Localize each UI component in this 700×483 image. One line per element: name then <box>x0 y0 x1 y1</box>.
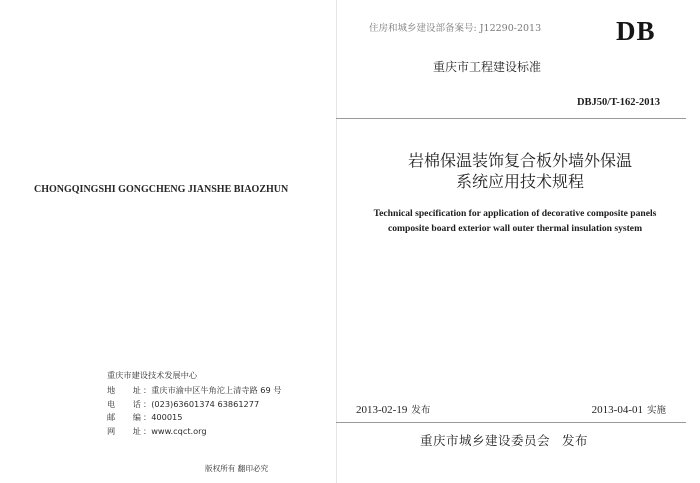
bottom-rule <box>336 422 686 423</box>
issuer <box>420 431 620 449</box>
db-mark: DB <box>616 16 656 46</box>
postcode-label: 邮 编 <box>107 412 141 423</box>
website-value: ：www.cqct.org <box>143 425 207 436</box>
postcode-value: ：400015 <box>143 412 183 423</box>
title-english-line2: composite board exterior wall outer thermal insulation system <box>387 223 643 234</box>
website-label: 网 址 <box>107 425 141 436</box>
copyright-notice: 版权所有 翻印必究 <box>205 464 269 473</box>
title-english <box>350 206 680 236</box>
address-label: 地 址 <box>107 385 141 396</box>
filing-number: 住房和城乡建设部备案号: J12290-2013 <box>369 23 542 34</box>
phone-value: ：(023)63601374 63861277 <box>143 398 260 409</box>
issuer-action: 发布 <box>562 433 589 448</box>
title-chinese-line2: 系统应用技术规程 <box>455 172 584 191</box>
title-english-line1: Technical specification for application of decorative composite panels <box>373 208 657 219</box>
effective-date-value: 2013-04-01 <box>591 404 643 416</box>
standard-number: DBJ50/T-162-2013 <box>576 97 660 108</box>
publisher-name: 重庆市建设技术发展中心 <box>107 370 198 380</box>
issue-date <box>356 402 486 416</box>
postcode-row <box>107 411 327 425</box>
issue-date-value: 2013-02-19 <box>356 404 408 416</box>
effective-date-word: 实施 <box>646 405 666 416</box>
series-name: CHONGQINGSHI GONGCHENG JIANSHE BIAOZHUN <box>34 184 289 195</box>
top-rule <box>336 118 686 119</box>
website-row <box>107 425 327 439</box>
phone-row <box>107 398 327 412</box>
issuer-name: 重庆市城乡建设委员会 <box>420 433 551 448</box>
standard-category: 重庆市工程建设标准 <box>433 60 542 74</box>
title-chinese <box>360 150 680 192</box>
title-chinese-line1: 岩棉保温装饰复合板外墙外保温 <box>407 151 632 170</box>
address-row <box>107 384 327 398</box>
issue-date-word: 发布 <box>411 405 431 416</box>
publisher-info <box>107 370 327 438</box>
effective-date <box>556 402 666 416</box>
address-value: ：重庆市渝中区牛角沱上清寺路 69 号 <box>143 385 282 396</box>
phone-label: 电 话 <box>107 398 141 409</box>
